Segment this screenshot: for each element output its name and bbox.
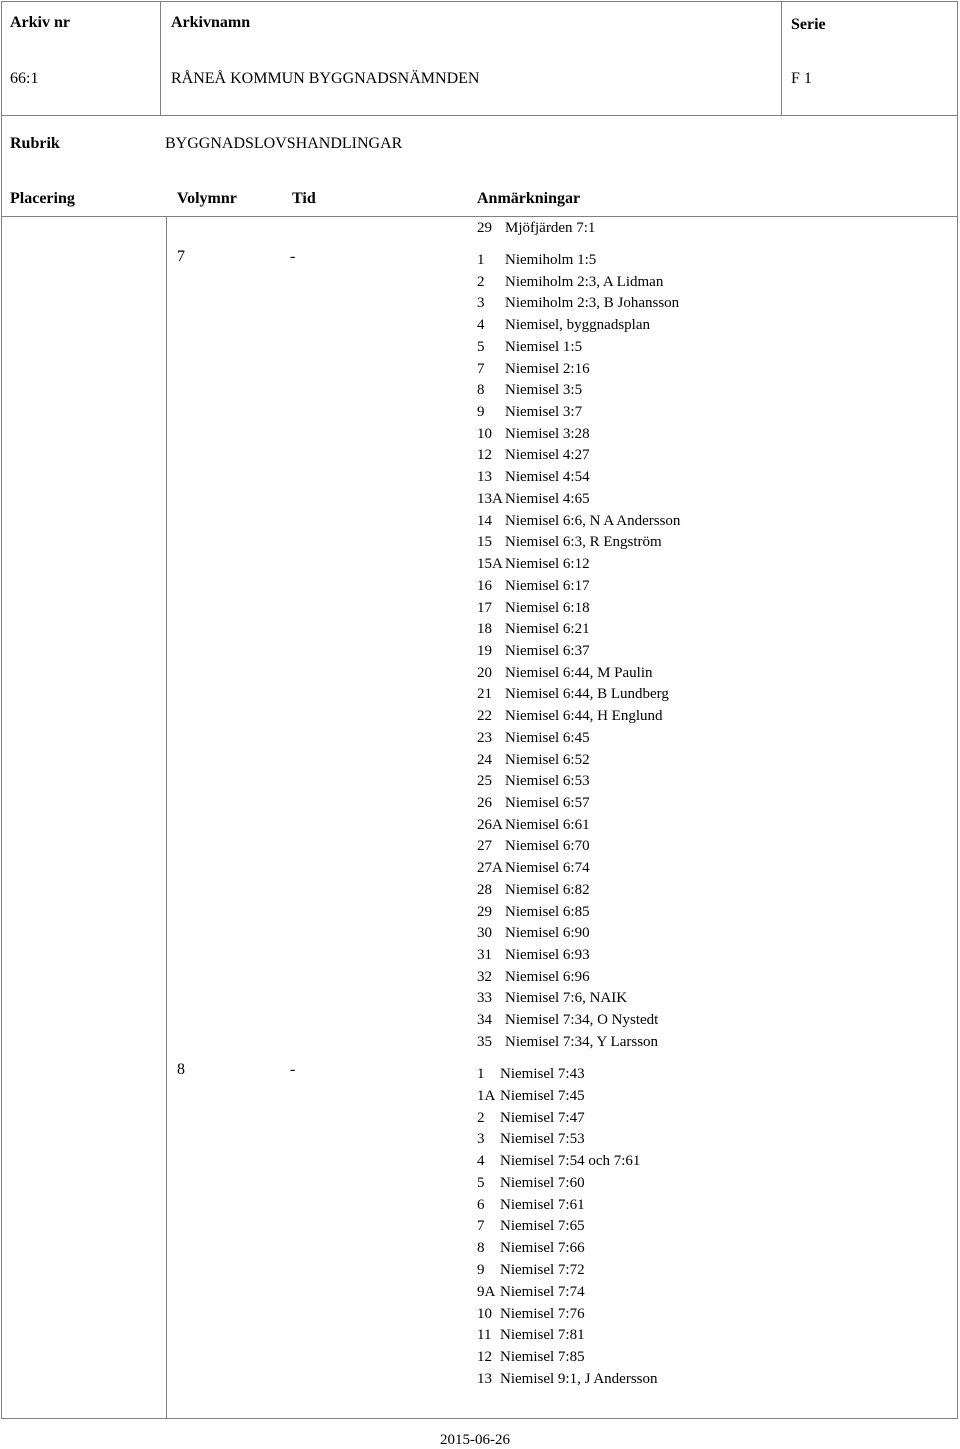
entry-number: 23	[477, 729, 492, 746]
entry-text: Niemisel 3:5	[505, 382, 583, 399]
divider-col-serie	[781, 1, 782, 116]
tid-value: -	[290, 248, 296, 265]
entry-text: Niemisel 6:3, R Engström	[505, 534, 662, 551]
entry-text: Niemisel 7:81	[500, 1327, 585, 1344]
entry-text: Niemisel 9:1, J Andersson	[500, 1370, 658, 1387]
entry-number: 13	[477, 1370, 492, 1387]
entry-number: 1	[477, 252, 485, 268]
entry-number: 32	[477, 968, 492, 985]
entry-number: 9	[477, 1262, 485, 1279]
entry-number: 13A	[477, 490, 503, 507]
entry-number: 33	[477, 990, 492, 1007]
entry-text: Niemisel 6:44, B Lundberg	[505, 686, 669, 703]
entry-text: Niemisel 7:34, Y Larsson	[505, 1033, 659, 1050]
entry-text: Niemisel 6:93	[505, 947, 590, 964]
list-item	[477, 1282, 585, 1304]
volymnr-value: 8	[177, 1061, 185, 1078]
entry-text: Niemisel 4:54	[505, 469, 590, 486]
table-border-right	[957, 1, 958, 1419]
entry-text: Niemisel 6:45	[505, 729, 590, 746]
list-item	[477, 706, 663, 728]
entry-text: Niemisel 6:90	[505, 925, 590, 942]
table-border-bottom	[1, 1418, 958, 1419]
col-arkivnamn-label: Arkivnamn	[171, 14, 251, 31]
entry-text: Niemisel 1:5	[505, 338, 583, 355]
entry-number: 8	[477, 1240, 485, 1257]
entry-text: Niemisel 6:17	[505, 577, 590, 594]
rubrik-value: BYGGNADSLOVSHANDLINGAR	[165, 135, 403, 152]
col-volymnr-label: Volymnr	[177, 190, 237, 207]
entry-number: 8	[477, 382, 485, 399]
entry-text: Niemisel 6:96	[505, 968, 590, 985]
arkivnamn-value: RÅNEÅ KOMMUN BYGGNADSNÄMNDEN	[171, 70, 480, 87]
entry-number: 27A	[477, 860, 503, 877]
entry-text: Niemisel 3:28	[505, 425, 590, 442]
entry-number: 31	[477, 947, 492, 964]
entry-text: Niemisel 7:6, NAIK	[505, 990, 628, 1007]
list-item	[477, 445, 590, 467]
list-item	[477, 619, 590, 641]
list-item	[477, 576, 590, 598]
entry-number: 4	[477, 1153, 485, 1170]
entry-number: 3	[477, 1131, 485, 1148]
entry-text: Niemisel 2:16	[505, 360, 590, 377]
col-placering-label: Placering	[10, 190, 75, 207]
entry-number: 14	[477, 512, 492, 529]
entry-text: Niemisel 7:34, O Nystedt	[505, 1012, 659, 1029]
entry-text: Niemisel 7:53	[500, 1131, 585, 1148]
list-item	[477, 858, 590, 880]
arkivnr-value: 66:1	[10, 70, 39, 87]
entry-text: Niemisel 7:72	[500, 1262, 585, 1279]
list-item	[477, 967, 590, 989]
entry-number: 12	[477, 447, 492, 464]
rubrik-label: Rubrik	[10, 135, 60, 152]
entry-text: Niemisel 7:76	[500, 1305, 585, 1322]
list-item	[477, 1304, 585, 1326]
entry-text: Niemisel 6:61	[505, 816, 590, 833]
entry-number: 11	[477, 1327, 492, 1344]
entry-text: Niemisel 6:18	[505, 599, 590, 616]
entry-number: 15	[477, 534, 492, 551]
divider-header-row1	[1, 115, 958, 116]
list-item	[477, 598, 590, 620]
serie-value: F 1	[791, 70, 812, 87]
list-item	[477, 250, 596, 272]
divider-header-row2	[1, 216, 958, 217]
list-item	[477, 663, 653, 685]
entry-text: Niemisel 7:65	[500, 1218, 585, 1235]
list-item	[477, 641, 590, 663]
list-item	[477, 1064, 585, 1086]
list-item	[477, 554, 590, 576]
entry-text: Niemisel 7:66	[500, 1240, 585, 1257]
entry-text: Niemisel 7:54 och 7:61	[500, 1153, 641, 1170]
entry-number: 28	[477, 881, 492, 898]
list-item	[477, 293, 679, 315]
list-item	[477, 1238, 585, 1260]
list-item	[477, 728, 590, 750]
list-item	[477, 402, 582, 424]
entry-number: 26A	[477, 816, 503, 833]
entry-number: 29	[477, 220, 492, 236]
list-item	[477, 1108, 585, 1130]
entry-number: 21	[477, 686, 492, 703]
entry-text: Niemisel 4:27	[505, 447, 590, 464]
entry-text: Niemisel 7:60	[500, 1174, 585, 1191]
list-item	[477, 684, 669, 706]
col-anmarkningar-label: Anmärkningar	[477, 190, 581, 207]
entry-text: Niemisel 6:52	[505, 751, 590, 768]
footer-date: 2015-06-26	[440, 1432, 510, 1448]
entry-number: 22	[477, 708, 492, 725]
list-item	[477, 836, 590, 858]
entry-number: 13	[477, 469, 492, 486]
entry-text: Niemisel 7:74	[500, 1283, 585, 1300]
list-item	[477, 1151, 640, 1173]
entry-text: Niemisel 6:44, H Englund	[505, 708, 663, 725]
entry-number: 9A	[477, 1283, 496, 1300]
divider-col-arkivnr	[160, 1, 161, 116]
entry-number: 17	[477, 599, 492, 616]
table-border-top	[1, 1, 958, 2]
list-item	[477, 380, 582, 402]
entry-number: 1A	[477, 1087, 496, 1104]
entry-number: 7	[477, 360, 485, 377]
list-item	[477, 337, 582, 359]
entry-text: Niemisel 7:85	[500, 1349, 585, 1366]
entry-text: Niemisel 6:85	[505, 903, 590, 920]
list-item	[477, 359, 590, 381]
list-item	[477, 1347, 585, 1369]
list-item	[477, 467, 590, 489]
list-item	[477, 511, 680, 533]
volymnr-value: 7	[177, 248, 185, 265]
col-tid-label: Tid	[292, 190, 316, 207]
entry-number: 35	[477, 1033, 492, 1050]
list-item	[477, 1086, 585, 1108]
entry-text: Niemisel 6:6, N A Andersson	[505, 512, 681, 529]
entry-text: Niemisel, byggnadsplan	[505, 317, 650, 334]
list-item	[477, 272, 663, 294]
entry-number: 29	[477, 903, 492, 920]
entry-text: Niemisel 6:44, M Paulin	[505, 664, 653, 681]
entry-number: 5	[477, 338, 485, 355]
entry-text: Niemisel 6:70	[505, 838, 590, 855]
list-item	[477, 771, 590, 793]
entry-text: Niemisel 6:37	[505, 642, 590, 659]
entry-number: 9	[477, 404, 485, 421]
entry-text: Niemisel 6:53	[505, 773, 590, 790]
table-border-left	[1, 1, 2, 1419]
entry-number: 24	[477, 751, 492, 768]
entry-number: 10	[477, 1305, 492, 1322]
list-item	[477, 1195, 585, 1217]
list-item	[477, 815, 590, 837]
entry-text: Niemisel 6:57	[505, 795, 590, 811]
list-item	[477, 923, 590, 945]
list-item	[477, 1369, 658, 1391]
list-item	[477, 1129, 585, 1151]
divider-col-placering	[166, 216, 167, 1419]
entry-text: Niemisel 7:45	[500, 1087, 585, 1104]
list-item	[477, 1032, 658, 1054]
list-item	[477, 793, 590, 815]
entry-text: Niemisel 4:65	[505, 490, 590, 507]
entry-text: Niemisel 7:61	[500, 1196, 585, 1213]
entry-number: 12	[477, 1349, 492, 1366]
entry-number: 10	[477, 425, 492, 442]
entry-number: 2	[477, 273, 485, 290]
entry-number: 34	[477, 1012, 492, 1029]
entry-text: Niemisel 6:12	[505, 556, 590, 573]
list-item	[477, 424, 590, 446]
entry-text: Niemisel 3:7	[505, 404, 583, 421]
entry-text: Niemisel 7:43	[500, 1066, 585, 1082]
col-serie-label: Serie	[791, 16, 826, 33]
entry-text: Niemisel 7:47	[500, 1109, 585, 1126]
entry-text: Niemisel 6:82	[505, 881, 590, 898]
entry-number: 1	[477, 1066, 485, 1082]
entry-number: 15A	[477, 556, 503, 573]
entry-text: Niemiholm 2:3, B Johansson	[505, 295, 680, 312]
entry-number: 20	[477, 664, 492, 681]
list-item	[477, 1173, 585, 1195]
list-item	[477, 988, 627, 1010]
entry-number: 18	[477, 621, 492, 638]
entry-text: Niemisel 6:21	[505, 621, 590, 638]
entry-number: 6	[477, 1196, 485, 1213]
list-item	[477, 750, 590, 772]
list-item	[477, 315, 650, 337]
entry-text: Niemiholm 1:5	[505, 252, 597, 268]
col-arkivnr-label: Arkiv nr	[10, 14, 70, 31]
list-item	[477, 1325, 585, 1347]
list-item	[477, 902, 590, 924]
entry-text: Niemisel 6:74	[505, 860, 590, 877]
entry-text: Mjöfjärden 7:1	[505, 220, 596, 236]
entry-number: 27	[477, 838, 492, 855]
list-item	[477, 532, 662, 554]
list-item	[477, 1010, 658, 1032]
entry-number: 5	[477, 1174, 485, 1191]
list-item	[477, 1216, 585, 1238]
list-item	[477, 1260, 585, 1282]
list-item	[477, 218, 595, 240]
entry-number: 3	[477, 295, 485, 312]
list-item	[477, 880, 590, 902]
entry-text: Niemiholm 2:3, A Lidman	[505, 273, 664, 290]
entry-number: 7	[477, 1218, 485, 1235]
entry-number: 19	[477, 642, 492, 659]
list-item	[477, 945, 590, 967]
entry-number: 25	[477, 773, 492, 790]
entry-number: 2	[477, 1109, 485, 1126]
entry-number: 16	[477, 577, 492, 594]
tid-value: -	[290, 1061, 296, 1078]
entry-number: 4	[477, 317, 485, 334]
list-item	[477, 489, 590, 511]
entry-number: 26	[477, 795, 492, 811]
entry-number: 30	[477, 925, 492, 942]
